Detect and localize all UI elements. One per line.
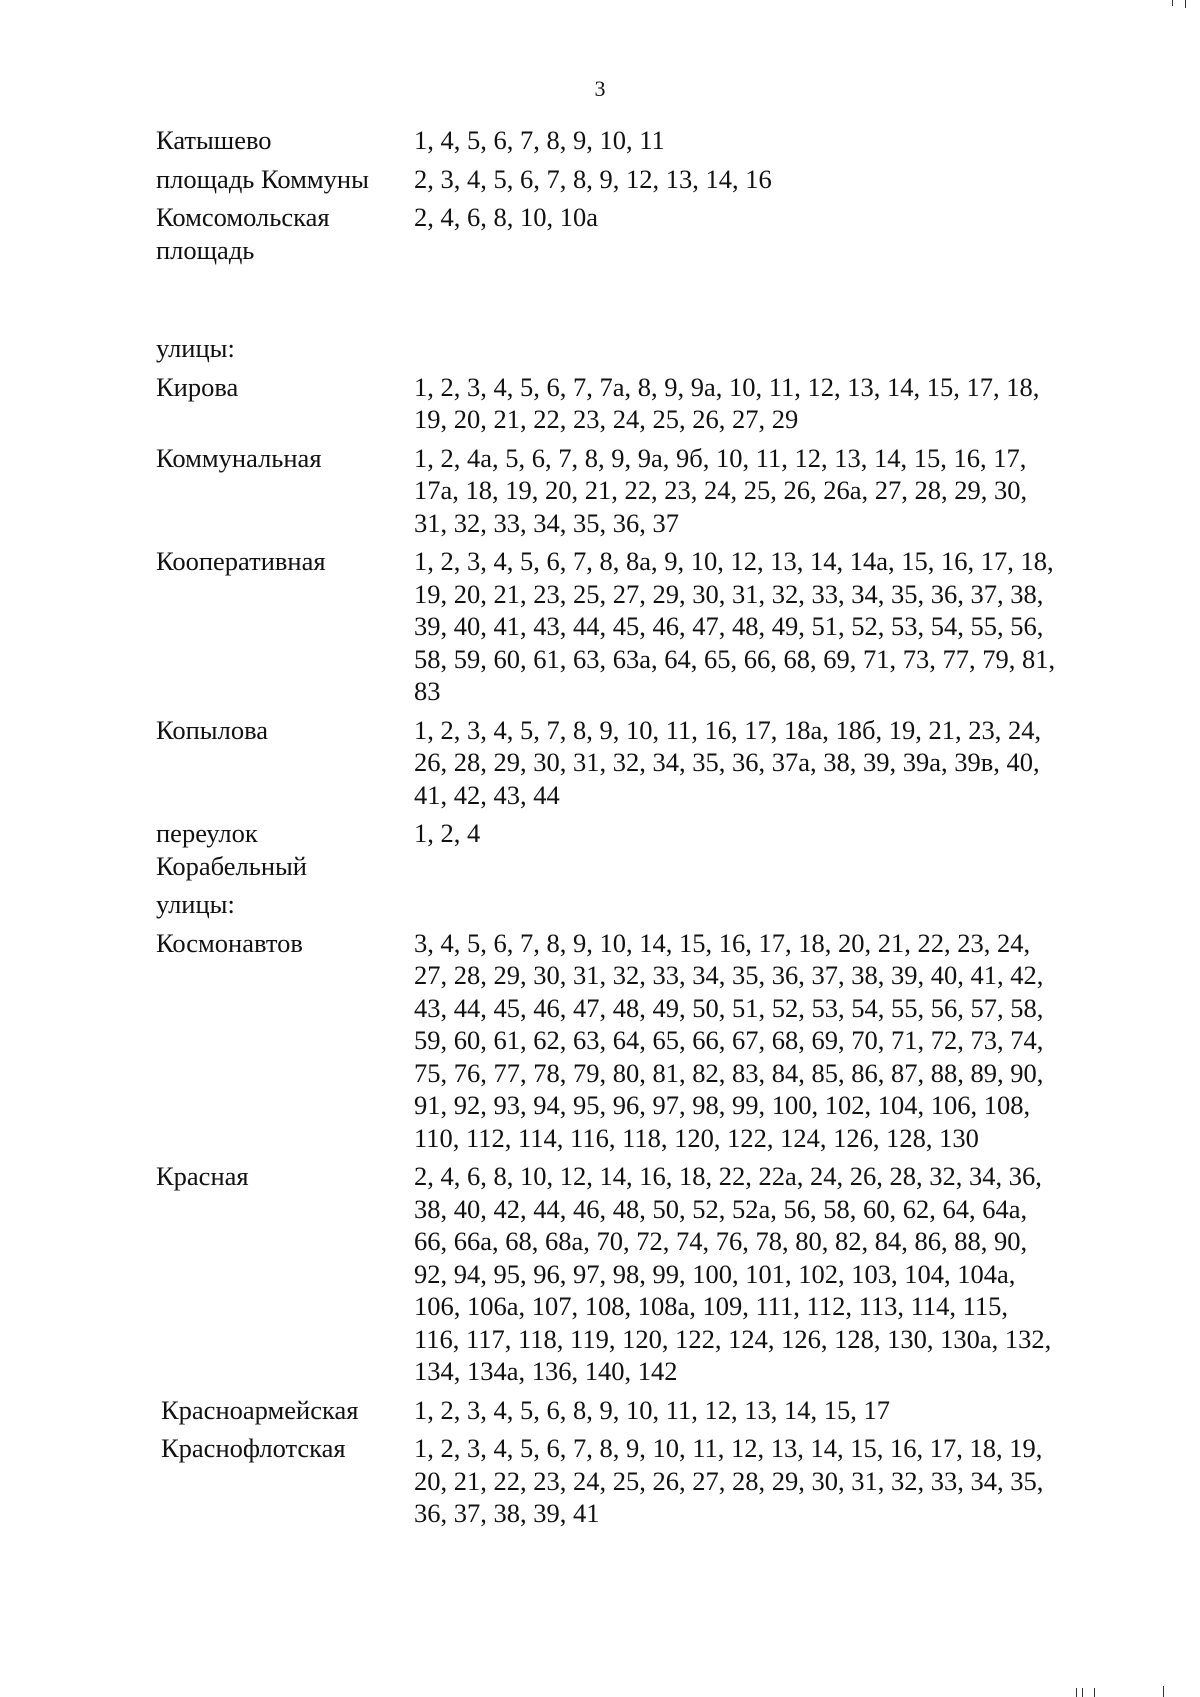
street-name: Космонавтов [156,927,303,958]
list-item [156,124,1116,157]
list-item [156,714,1116,812]
lane-numbers: 1, 2, 4 [414,818,481,848]
street-name: Коммунальная [156,442,322,473]
numbers-line: 59, 60, 61, 62, 63, 64, 65, 66, 67, 68, 69, 70, 71, 72, 73, 74, [414,1025,1044,1055]
numbers-line: 2, 4, 6, 8, 10, 12, 14, 16, 18, 22, 22а, 24, 26, 28, 32, 34, 36, [414,1161,1042,1191]
street-numbers [414,545,1116,708]
scan-edge-mark [1082,1688,1083,1697]
numbers-line: 110, 112, 114, 116, 118, 120, 122, 124, 126, 128, 130 [414,1122,979,1153]
numbers-line: 116, 117, 118, 119, 120, 122, 124, 126, 128, 130, 130а, 132, [414,1323,1052,1354]
section-heading-text: улицы: [156,333,235,363]
numbers-line: 3, 4, 5, 6, 7, 8, 9, 10, 14, 15, 16, 17, 18, 20, 21, 22, 23, 24, [414,927,1031,958]
list-item [156,163,1116,196]
entry-name-line: Комсомольская [156,202,330,232]
entry-name [156,201,414,266]
list-item [156,1394,1116,1427]
lane-name-line: Корабельный [156,850,307,881]
entry-name-line: площадь [156,234,255,265]
entry-numbers: 2, 4, 6, 8, 10, 10а [414,202,599,232]
address-list [156,124,1116,1530]
street-numbers [414,1394,1116,1427]
numbers-line: 38, 40, 42, 44, 46, 48, 50, 52, 52а, 56, 58, 60, 62, 64, 64а, [414,1193,1028,1224]
scan-edge-mark [1076,1688,1077,1697]
numbers-line: 1, 2, 3, 4, 5, 7, 8, 9, 10, 11, 16, 17, 18а, 18б, 19, 21, 23, 24, [414,714,1042,745]
numbers-line: 41, 42, 43, 44 [414,779,560,810]
street-numbers [414,1160,1116,1388]
numbers-line: 75, 76, 77, 78, 79, 80, 81, 82, 83, 84, 85, 86, 87, 88, 89, 90, [414,1057,1044,1088]
scan-edge-mark [1185,0,1186,8]
lane-name [156,817,414,882]
street-numbers [414,442,1116,540]
list-item [156,1432,1116,1530]
entry-numbers: 2, 3, 4, 5, 6, 7, 8, 9, 12, 13, 14, 16 [414,163,772,194]
numbers-line: 17а, 18, 19, 20, 21, 22, 23, 24, 25, 26, 26а, 27, 28, 29, 30, [414,475,1028,505]
list-item [156,1160,1116,1388]
numbers-line: 27, 28, 29, 30, 31, 32, 33, 34, 35, 36, 37, 38, 39, 40, 41, 42, [414,960,1044,990]
numbers-line: 92, 94, 95, 96, 97, 98, 99, 100, 101, 102, 103, 104, 104а, [414,1258,1016,1289]
section-heading [156,888,1116,921]
list-item [156,442,1116,540]
list-item [156,545,1116,708]
numbers-line: 1, 2, 3, 4, 5, 6, 7, 8, 8а, 9, 10, 12, 13, 14, 14а, 15, 16, 17, 18, [414,546,1054,576]
scan-edge-mark [1094,1688,1095,1697]
list-item [156,201,1116,266]
lane-name-line: переулок [156,818,258,848]
street-numbers [414,714,1116,812]
numbers-line: 1, 2, 3, 4, 5, 6, 7, 8, 9, 10, 11, 12, 13, 14, 15, 16, 17, 18, 19, [414,1433,1043,1463]
street-numbers [414,927,1116,1155]
numbers-line: 43, 44, 45, 46, 47, 48, 49, 50, 51, 52, 53, 54, 55, 56, 57, 58, [414,992,1044,1023]
page-number: 3 [594,76,606,101]
street-numbers [414,371,1116,436]
numbers-line: 36, 37, 38, 39, 41 [414,1498,600,1528]
numbers-line: 58, 59, 60, 61, 63, 63а, 64, 65, 66, 68, 69, 71, 73, 77, 79, 81, [414,643,1056,674]
list-item [156,371,1116,436]
numbers-line: 39, 40, 41, 43, 44, 45, 46, 47, 48, 49, 51, 52, 53, 54, 55, 56, [414,611,1044,641]
numbers-line: 19, 20, 21, 22, 23, 24, 25, 26, 27, 29 [414,404,799,434]
street-name: Копылова [156,714,268,745]
street-name: Кирова [156,371,239,402]
street-numbers [414,1432,1116,1530]
numbers-line: 26, 28, 29, 30, 31, 32, 34, 35, 36, 37а, 38, 39, 39а, 39в, 40, [414,747,1040,777]
street-name: Краснофлотская [161,1433,346,1463]
list-item [156,927,1116,1155]
numbers-line: 31, 32, 33, 34, 35, 36, 37 [414,507,679,538]
street-name: Красноармейская [161,1394,359,1425]
numbers-line: 19, 20, 21, 23, 25, 27, 29, 30, 31, 32, 33, 34, 35, 36, 37, 38, [414,578,1044,609]
numbers-line: 1, 2, 3, 4, 5, 6, 8, 9, 10, 11, 12, 13, 14, 15, 17 [414,1394,891,1425]
numbers-line: 66, 66а, 68, 68а, 70, 72, 74, 76, 78, 80, 82, 84, 86, 88, 90, [414,1226,1028,1256]
numbers-line: 83 [414,676,441,706]
numbers-line: 106, 106а, 107, 108, 108а, 109, 111, 112, 113, 114, 115, [414,1291,1008,1321]
numbers-line: 91, 92, 93, 94, 95, 96, 97, 98, 99, 100, 102, 104, 106, 108, [414,1090,1031,1120]
numbers-line: 20, 21, 22, 23, 24, 25, 26, 27, 28, 29, 30, 31, 32, 33, 34, 35, [414,1465,1044,1496]
numbers-line: 1, 2, 3, 4, 5, 6, 7, 7а, 8, 9, 9а, 10, 11, 12, 13, 14, 15, 17, 18, [414,371,1040,402]
section-heading [156,332,1116,365]
scan-edge-mark [1163,1686,1164,1697]
entry-numbers: 1, 4, 5, 6, 7, 8, 9, 10, 11 [414,125,665,155]
numbers-line: 1, 2, 4а, 5, 6, 7, 8, 9, 9а, 9б, 10, 11, 12, 13, 14, 15, 16, 17, [414,442,1027,473]
numbers-line: 134, 134а, 136, 140, 142 [414,1356,678,1386]
section-heading-text: улицы: [156,889,235,919]
street-name: Кооперативная [156,546,326,576]
entry-name: Катышево [156,125,272,155]
list-item [156,817,1116,882]
entry-name: площадь Коммуны [156,163,369,194]
street-name: Красная [156,1161,249,1191]
scan-edge-mark [1172,0,1173,6]
